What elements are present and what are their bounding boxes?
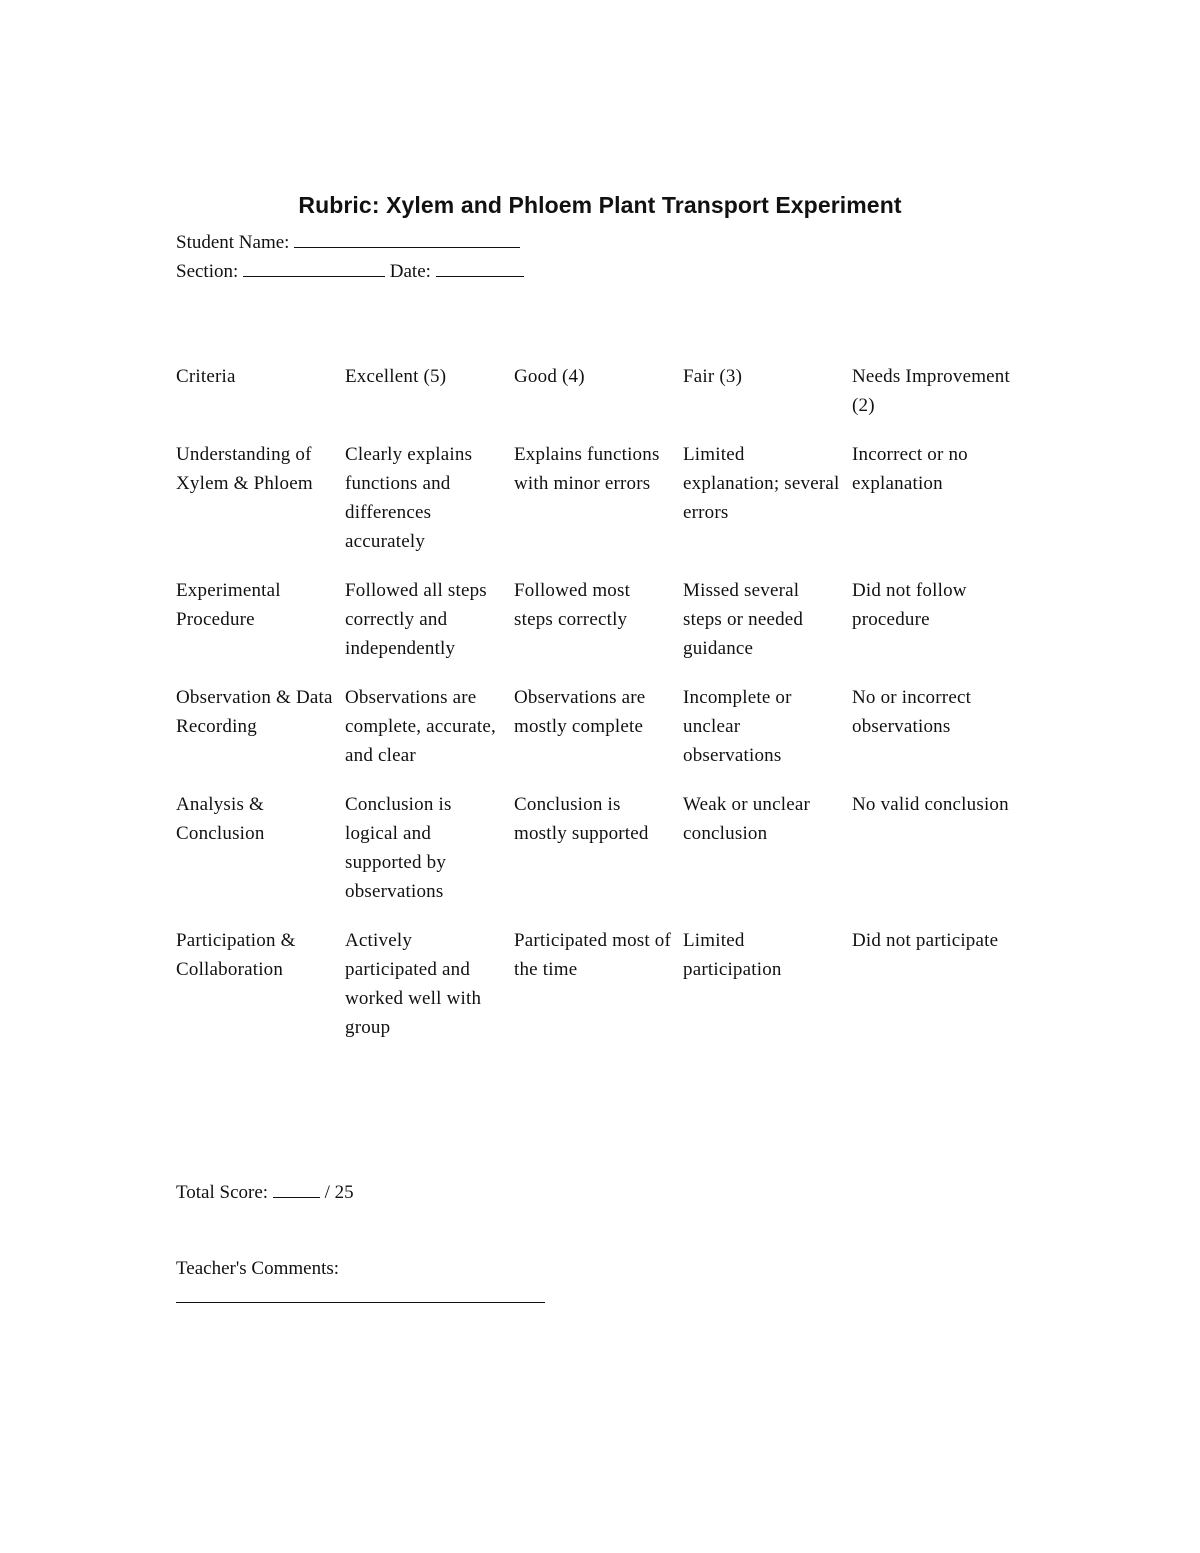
- table-cell: Incomplete or unclear observations: [683, 687, 792, 766]
- teacher-comments-label: Teacher's Comments:: [176, 1258, 340, 1279]
- section-label: Section:: [176, 261, 239, 282]
- table-cell: No valid conclusion: [852, 794, 1009, 815]
- table-cell: Incorrect or no explanation: [852, 444, 968, 494]
- table-cell: Followed most steps correctly: [514, 580, 631, 630]
- criteria-cell: Understanding of Xylem & Phloem: [176, 444, 313, 494]
- table-cell: Observations are mostly complete: [514, 687, 646, 737]
- table-cell: No or incorrect observations: [852, 687, 972, 737]
- table-cell: Conclusion is mostly supported: [514, 794, 649, 844]
- table-cell: Conclusion is logical and supported by observations: [345, 794, 452, 902]
- table-cell: Participated most of the time: [514, 930, 672, 980]
- page-title: Rubric: Xylem and Phloem Plant Transport Experiment: [298, 192, 902, 218]
- table-cell: Explains functions with minor errors: [514, 444, 660, 494]
- table-cell: Limited explanation; several errors: [683, 444, 840, 523]
- table-row: [176, 440, 1036, 576]
- total-score-label: Total Score:: [176, 1182, 269, 1203]
- table-cell: Actively participated and worked well with group: [345, 930, 482, 1038]
- criteria-cell: Experimental Procedure: [176, 580, 281, 630]
- table-header-row: [176, 362, 1036, 440]
- table-cell: Clearly explains functions and differences accurately: [345, 444, 473, 552]
- section-date-line: [176, 258, 524, 284]
- table-cell: Followed all steps correctly and independently: [345, 580, 487, 659]
- total-score-blank[interactable]: [273, 1179, 320, 1198]
- criteria-cell: Analysis & Conclusion: [176, 794, 265, 844]
- date-label: Date:: [389, 261, 431, 282]
- student-name-line: [176, 229, 520, 255]
- teacher-comments-blank[interactable]: [176, 1302, 545, 1303]
- criteria-cell: Participation & Collaboration: [176, 930, 296, 980]
- table-row: [176, 576, 1036, 683]
- table-cell: Did not participate: [852, 930, 999, 951]
- table-cell: Limited participation: [683, 930, 782, 980]
- section-blank[interactable]: [243, 258, 385, 277]
- date-blank[interactable]: [436, 258, 524, 277]
- table-row: [176, 926, 1036, 1062]
- rubric-table: [176, 362, 1036, 1062]
- column-header: Criteria: [176, 366, 236, 387]
- table-row: [176, 683, 1036, 790]
- student-name-label: Student Name:: [176, 232, 290, 253]
- table-cell: Observations are complete, accurate, and clear: [345, 687, 496, 766]
- column-header: Excellent (5): [345, 366, 447, 387]
- student-name-blank[interactable]: [294, 229, 520, 248]
- criteria-cell: Observation & Data Recording: [176, 687, 333, 737]
- table-cell: Weak or unclear conclusion: [683, 794, 811, 844]
- table-cell: Missed several steps or needed guidance: [683, 580, 804, 659]
- column-header: Needs Improvement (2): [852, 366, 1010, 416]
- table-cell: Did not follow procedure: [852, 580, 967, 630]
- total-score-line: [176, 1179, 354, 1205]
- total-score-max: / 25: [324, 1182, 354, 1203]
- column-header: Good (4): [514, 366, 585, 387]
- column-header: Fair (3): [683, 366, 743, 387]
- table-row: [176, 790, 1036, 926]
